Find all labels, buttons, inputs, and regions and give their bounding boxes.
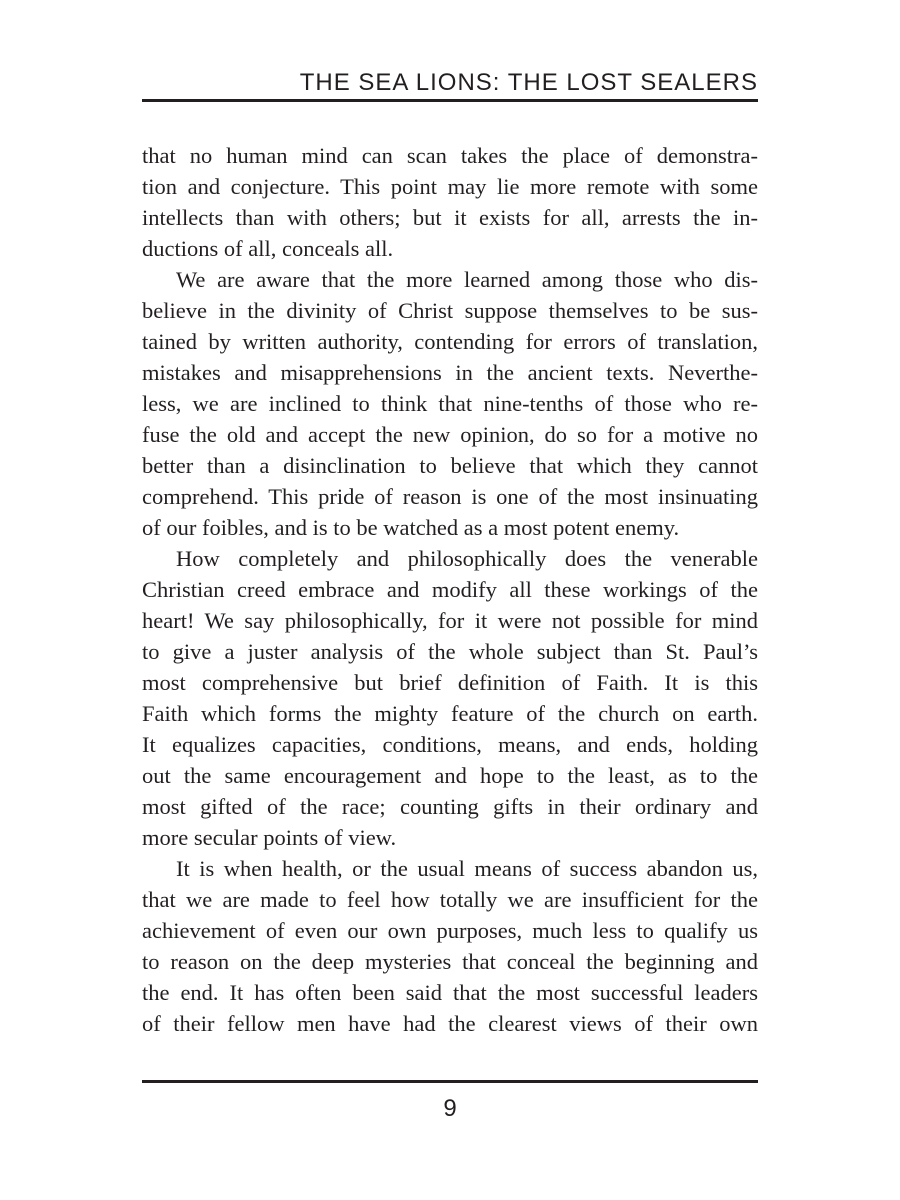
text-line: It is when health, or the usual means of success abandon us, xyxy=(176,856,758,881)
text-line: tion and conjecture. This point may lie more remote with some xyxy=(142,174,758,199)
paragraph-2 xyxy=(142,264,758,543)
text-line: out the same encouragement and hope to the least, as to the xyxy=(142,763,758,788)
text-line: less, we are inclined to think that nine-tenths of those who re- xyxy=(142,391,758,416)
text-line: It equalizes capacities, conditions, means, and ends, holding xyxy=(142,732,758,757)
text-line: tained by written authority, contending for errors of translation, xyxy=(142,329,758,354)
text-line: ductions of all, conceals all. xyxy=(142,236,394,261)
text-line: to give a juster analysis of the whole subject than St. Paul’s xyxy=(142,639,758,664)
page-number: 9 xyxy=(443,1095,457,1122)
text-line: achievement of even our own purposes, much less to qualify us xyxy=(142,918,758,943)
running-title: THE SEA LIONS: THE LOST SEALERS xyxy=(299,69,758,96)
body-text xyxy=(142,140,758,1039)
text-line: Faith which forms the mighty feature of the church on earth. xyxy=(142,701,758,726)
text-line: How completely and philosophically does the venerable xyxy=(176,546,758,571)
text-line: better than a disinclination to believe that which they cannot xyxy=(142,453,758,478)
paragraph-4 xyxy=(142,853,758,1039)
text-line: more secular points of view. xyxy=(142,825,397,850)
text-line: most gifted of the race; counting gifts in their ordinary and xyxy=(142,794,758,819)
text-line: heart! We say philosophically, for it were not possible for mind xyxy=(142,608,758,633)
text-line: fuse the old and accept the new opinion, do so for a motive no xyxy=(142,422,758,447)
text-line: that no human mind can scan takes the place of demonstra- xyxy=(142,143,758,168)
footer-rule xyxy=(142,1080,758,1083)
text-line: that we are made to feel how totally we are insufficient for the xyxy=(142,887,758,912)
text-line: most comprehensive but brief definition of Faith. It is this xyxy=(142,670,758,695)
text-line: believe in the divinity of Christ suppose themselves to be sus- xyxy=(142,298,758,323)
text-line: intellects than with others; but it exists for all, arrests the in- xyxy=(142,205,758,230)
paragraph-1 xyxy=(142,140,758,264)
text-line: of our foibles, and is to be watched as a most potent enemy. xyxy=(142,515,680,540)
text-line: of their fellow men have had the clearest views of their own xyxy=(142,1011,758,1036)
text-line: to reason on the deep mysteries that conceal the beginning and xyxy=(142,949,758,974)
text-line: We are aware that the more learned among those who dis- xyxy=(176,267,758,292)
header-rule xyxy=(142,99,758,102)
text-line: Christian creed embrace and modify all these workings of the xyxy=(142,577,758,602)
text-line: mistakes and misapprehensions in the ancient texts. Neverthe- xyxy=(142,360,758,385)
text-line: the end. It has often been said that the most successful leaders xyxy=(142,980,758,1005)
paragraph-3 xyxy=(142,543,758,853)
text-line: comprehend. This pride of reason is one of the most insinuating xyxy=(142,484,758,509)
